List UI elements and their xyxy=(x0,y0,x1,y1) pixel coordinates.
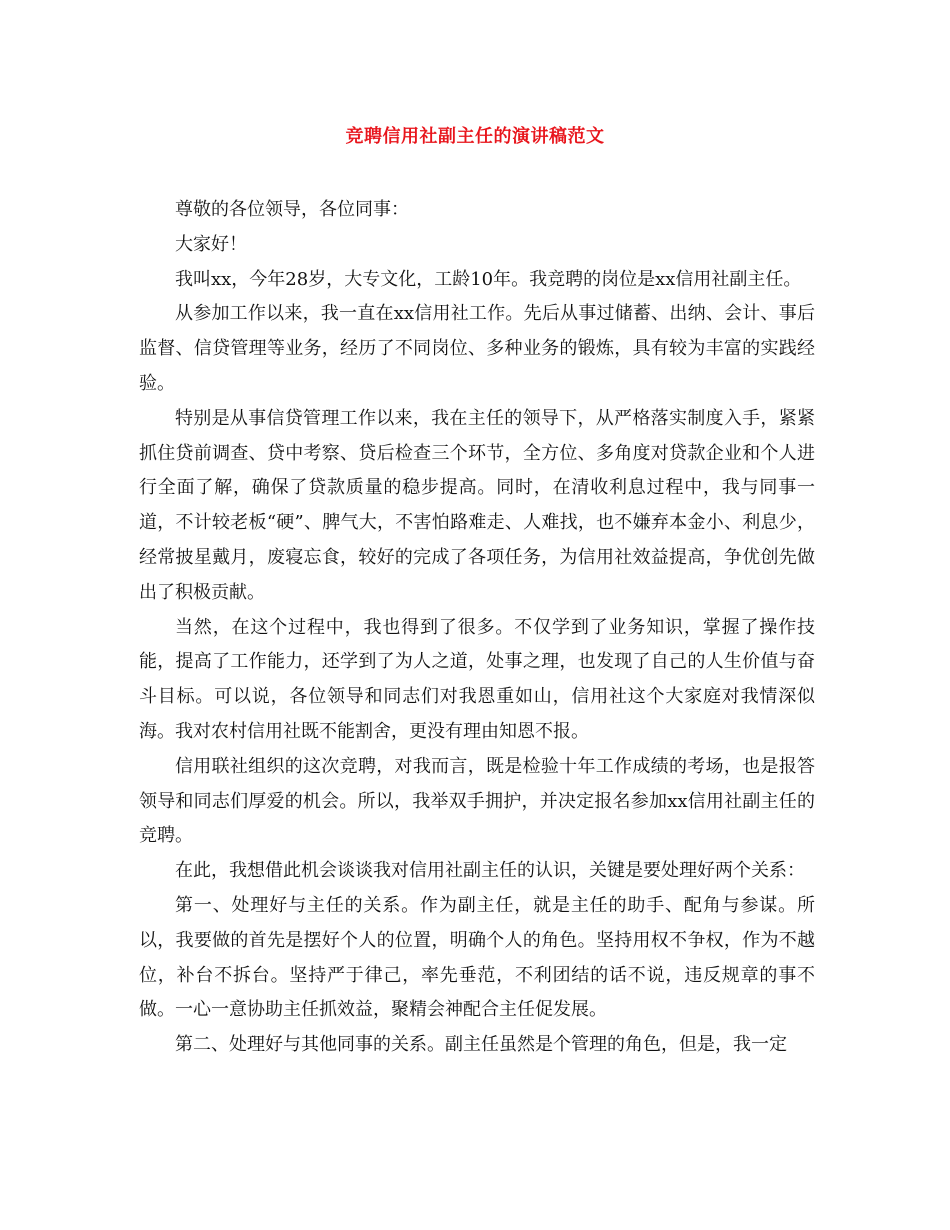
paragraph-understanding: 在此，我想借此机会谈谈我对信用社副主任的认识，关键是要处理好两个关系： xyxy=(175,860,805,882)
paragraph-greeting: 大家好！ xyxy=(175,233,247,255)
paragraph-gains: 当然，在这个过程中，我也得到了很多。不仅学到了业务知识，掌握了操作技能，提高了工作能力，还学到了为人之道，处事之理，也发现了自己的人生价值与奋斗目标。可以说，各位领导和同志们对我恩重如山，信用社这个大家庭对我情深似海。我对农村信用社既不能割舍，更没有理由知恩不报。 xyxy=(139,616,815,742)
document-body xyxy=(139,193,815,1063)
paragraph-competition: 信用联社组织的这次竞聘，对我而言，既是检验十年工作成绩的考场，也是报答领导和同志们厚爱的机会。所以，我举双手拥护，并决定报名参加xx信用社副主任的竞聘。 xyxy=(139,755,815,847)
paragraph-salutation: 尊敬的各位领导，各位同事： xyxy=(175,199,409,220)
paragraph-first-relation: 第一、处理好与主任的关系。作为副主任，就是主任的助手、配角与参谋。所以，我要做的首先是摆好个人的位置，明确个人的角色。坚持用权不争权，作为不越位，补台不拆台。坚持严于律己，率先垂范，不利团结的话不说，违反规章的事不做。一心一意协助主任抓效益，聚精会神配合主任促发展。 xyxy=(139,894,815,1021)
document-title: 竞聘信用社副主任的演讲稿范文 xyxy=(345,126,605,147)
paragraph-introduction: 我叫xx，今年28岁，大专文化，工龄10年。我竞聘的岗位是xx信用社副主任。 xyxy=(175,268,802,290)
paragraph-second-relation: 第二、处理好与其他同事的关系。副主任虽然是个管理的角色，但是，我一定 xyxy=(175,1034,787,1056)
paragraph-credit-management: 特别是从事信贷管理工作以来，我在主任的领导下，从严格落实制度入手，紧紧抓住贷前调查、贷中考察、贷后检查三个环节，全方位、多角度对贷款企业和个人进行全面了解，确保了贷款质量的稳步提高。同时，在清收利息过程中，我与同事一道，不计较老板“硬”、脾气大，不害怕路难走、人难找，也不嫌弃本金小、利息少，经常披星戴月，废寝忘食，较好的完成了各项任务，为信用社效益提高，争优创先做出了积极贡献。 xyxy=(139,407,815,603)
paragraph-work-history: 从参加工作以来，我一直在xx信用社工作。先后从事过储蓄、出纳、会计、事后监督、信贷管理等业务，经历了不同岗位、多种业务的锻炼，具有较为丰富的实践经验。 xyxy=(139,303,815,394)
